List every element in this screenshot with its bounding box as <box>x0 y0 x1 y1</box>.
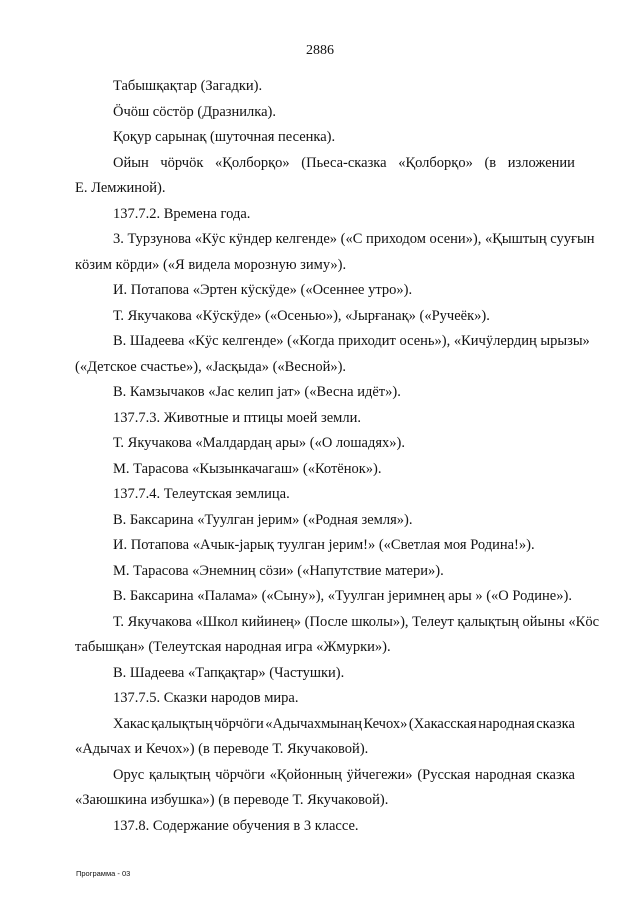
paragraph-line: И. Потапова «Ачык-јарық туулган јерим!» («Светлая моя Родина!»). <box>113 537 535 553</box>
word: чöрчöк <box>160 154 204 171</box>
footer-label: Программа - 03 <box>76 869 131 878</box>
paragraph-line: Т. Якучакова «Кÿскÿде» («Осенью»), «Јырғанақ» («Ручеёк»). <box>113 307 490 324</box>
word: «Адычахмынаң <box>265 715 362 732</box>
word: народная <box>478 715 535 732</box>
paragraph-line: В. Шадеева «Кÿс келгенде» («Когда приходит осень»), «Кичÿлердиң ырызы» <box>113 333 590 349</box>
paragraph-line: табышқан» (Телеутская народная игра «Жмурки»). <box>75 639 391 655</box>
word: Кечох» <box>363 715 408 732</box>
word: қалықтың <box>148 766 211 783</box>
word: Орус <box>113 766 145 783</box>
word: сказка <box>536 766 575 783</box>
document-body <box>75 74 600 839</box>
paragraph-line: И. Потапова «Эртен кÿскÿде» («Осеннее утро»). <box>113 282 413 298</box>
paragraph-line: «Заюшкина избушка») (в переводе Т. Якучаковой). <box>75 792 389 808</box>
word: қалықтың <box>151 715 213 732</box>
word: Хакас <box>113 715 150 732</box>
paragraph-line: В. Шадеева «Тапқақтар» (Частушки). <box>113 664 345 681</box>
word: (Русская <box>417 766 471 783</box>
paragraph-line: «Адычах и Кечох») (в переводе Т. Якучаковой). <box>75 741 369 757</box>
word: (Хакасская <box>408 715 477 732</box>
paragraph-line: Қоқур сарынақ (шуточная песенка). <box>113 129 336 145</box>
paragraph-line: В. Баксарина «Туулган јерим» («Родная земля»). <box>113 511 413 528</box>
paragraph-line: М. Тарасова «Энемниң сöзи» («Напутствие матери»). <box>113 562 444 579</box>
justified-line <box>75 151 575 177</box>
word: сказка <box>536 715 575 732</box>
paragraph-line: Öчöш сöстöр (Дразнилка). <box>113 103 276 120</box>
word: «Қойонның <box>269 766 342 783</box>
paragraph-line: Т. Якучакова «Школ кийинең» (После школы»), Телеут қалықтың ойыны «Кöс <box>113 613 600 630</box>
word: «Қолборқо» <box>398 154 473 171</box>
word: изложении <box>507 154 575 171</box>
page-number: 2886 <box>306 43 334 58</box>
paragraph-line: Табышқақтар (Загадки). <box>113 78 263 94</box>
section-heading: 137.7.4. Телеутская землица. <box>113 486 290 502</box>
section-heading: 137.7.3. Животные и птицы моей земли. <box>113 409 361 426</box>
word: «Қолборқо» <box>215 154 290 171</box>
section-heading: 137.7.2. Времена года. <box>113 205 251 222</box>
section-heading: 137.7.5. Сказки народов мира. <box>113 690 299 706</box>
justified-line <box>75 712 575 738</box>
paragraph-line: М. Тарасова «Кызынкачагаш» («Котёнок»). <box>113 460 382 477</box>
paragraph-line: Т. Якучакова «Малдардаң ары» («О лошадях»). <box>113 435 405 451</box>
word: (в <box>484 154 497 171</box>
justified-line <box>75 763 575 789</box>
paragraph-line: В. Баксарина «Палама» («Сыну»), «Туулган јеримнең ары » («О Родине»). <box>113 588 572 604</box>
paragraph-line: Е. Лемжиной). <box>75 180 166 196</box>
word: чöрчöги <box>215 766 265 783</box>
word: Ойын <box>113 154 149 171</box>
paragraph-line: В. Камзычаков «Јас келип јат» («Весна идёт»). <box>113 384 401 400</box>
word: (Пьеса-сказка <box>301 154 387 171</box>
section-heading: 137.8. Содержание обучения в 3 классе. <box>113 817 359 834</box>
word: ÿйчегежи» <box>346 766 413 783</box>
paragraph-line: 3. Турзунова «Кÿс кÿндер келгенде» («С приходом осени»), «Қыштың сууғын <box>113 231 595 247</box>
word: народная <box>475 766 532 783</box>
paragraph-line: («Детское счастье»), «Јасқыда» («Весной»). <box>75 358 347 375</box>
word: чöрчöги <box>214 715 264 732</box>
paragraph-line: кöзим кöрди» («Я видела морозную зиму»). <box>75 256 347 273</box>
